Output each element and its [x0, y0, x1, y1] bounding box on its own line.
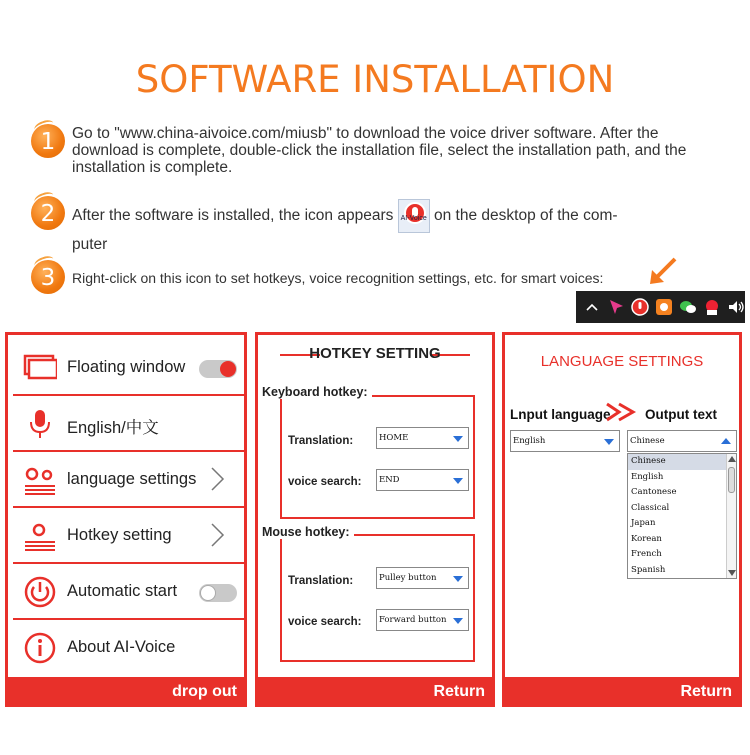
microphone-icon — [23, 408, 57, 440]
language-settings-panel — [502, 332, 742, 707]
output-text-label: Output text — [645, 407, 717, 422]
option-japan[interactable]: Japan — [631, 518, 656, 528]
output-language-dropdown[interactable] — [627, 453, 737, 579]
step-number-1: 1 — [31, 124, 65, 158]
menu-item-label: Automatic start — [67, 582, 178, 600]
keyboard-translation-select[interactable]: HOME — [376, 427, 469, 449]
step-1-text: Go to "www.china-aivoice.com/miusb" to download the voice driver software. After the download is complete, double-click the installation file, select the installation path, and the installation is complete. — [72, 125, 687, 176]
chevron-right-icon — [209, 522, 225, 548]
gears-icon — [23, 464, 57, 496]
return-button[interactable]: Return — [255, 677, 495, 707]
menu-item-language-settings[interactable] — [13, 452, 245, 508]
floating-window-toggle[interactable] — [199, 360, 237, 378]
automatic-start-toggle[interactable] — [199, 584, 237, 602]
option-classical[interactable]: Classical — [631, 502, 670, 513]
option-cantonese[interactable]: Cantonese — [631, 487, 677, 497]
step-3-text: Right-click on this icon to set hotkeys, voice recognition settings, etc. for smart voices: — [72, 270, 604, 286]
step-number-3: 3 — [31, 260, 65, 294]
wechat-icon[interactable] — [678, 297, 698, 317]
menu-item-label: Floating window — [67, 358, 186, 376]
arrow-right-icon — [605, 401, 637, 423]
menu-item-label: English/中文 — [67, 419, 159, 437]
language-title: LANGUAGE SETTINGS — [540, 353, 704, 370]
option-chinese[interactable]: Chinese — [628, 454, 736, 470]
volume-icon[interactable] — [726, 297, 746, 317]
voice-search-label: voice search: — [288, 616, 362, 628]
option-spanish[interactable]: Spanish — [631, 564, 666, 575]
input-language-select[interactable]: English — [510, 430, 620, 452]
menu-item-hotkey-setting[interactable] — [13, 508, 245, 564]
drop-out-button[interactable]: drop out — [5, 677, 247, 707]
step-number-2: 2 — [31, 196, 65, 230]
chevron-right-icon — [209, 466, 225, 492]
menu-item-about[interactable] — [13, 620, 245, 676]
ai-voice-icon[interactable] — [630, 297, 650, 317]
tray-menu-panel — [5, 332, 247, 707]
system-tray — [576, 291, 745, 323]
mouse-translation-select[interactable]: Pulley button — [376, 567, 469, 589]
option-korean[interactable]: Korean — [631, 533, 662, 544]
dropdown-scrollbar[interactable] — [726, 454, 736, 578]
power-icon — [23, 576, 57, 608]
scrollbar-thumb[interactable] — [728, 467, 735, 493]
window-icon — [23, 352, 57, 384]
menu-item-automatic-start[interactable] — [13, 564, 245, 620]
keyboard-hotkey-title: Keyboard hotkey: — [262, 385, 372, 399]
mascot-icon[interactable] — [702, 297, 722, 317]
hotkey-setting-panel — [255, 332, 495, 707]
cursor-icon[interactable] — [606, 297, 626, 317]
step-2-text-before: After the software is installed, the icon appears — [72, 207, 394, 225]
scroll-up-icon[interactable] — [728, 456, 736, 462]
option-french[interactable]: French — [631, 549, 662, 559]
page-title: SOFTWARE INSTALLATION — [135, 58, 615, 101]
translation-label: Translation: — [288, 435, 354, 447]
keyboard-voice-select[interactable]: END — [376, 469, 469, 491]
step-2-text-after: on the desktop of the com- — [434, 207, 618, 225]
menu-item-floating-window[interactable] — [13, 340, 245, 396]
menu-item-label: About AI-Voice — [67, 638, 176, 656]
info-icon — [23, 632, 57, 664]
translation-label: Translation: — [288, 575, 354, 587]
app-icon[interactable] — [654, 297, 674, 317]
keyboard-hotkey-group — [280, 395, 475, 519]
chevron-up-icon[interactable] — [582, 297, 602, 317]
input-language-label: Lnput language — [510, 407, 611, 422]
ai-voice-icon-label: AI-Voice — [400, 215, 427, 222]
ai-voice-desktop-icon — [398, 199, 430, 233]
pointer-arrow-icon — [648, 256, 678, 286]
hotkey-title: HOTKEY SETTING — [309, 345, 441, 362]
mouse-hotkey-group — [280, 534, 475, 662]
return-button[interactable]: Return — [502, 677, 742, 707]
output-text-select[interactable]: Chinese — [627, 430, 737, 452]
step-2-text-line2: puter — [72, 236, 108, 253]
gear-icon — [23, 520, 57, 552]
option-english[interactable]: English — [631, 471, 664, 482]
menu-item-label: Hotkey setting — [67, 526, 172, 544]
scroll-down-icon[interactable] — [728, 570, 736, 576]
step-2-text — [72, 199, 712, 257]
mouse-hotkey-title: Mouse hotkey: — [262, 525, 354, 539]
menu-item-label: language settings — [67, 470, 197, 488]
mouse-voice-select[interactable]: Forward button — [376, 609, 469, 631]
menu-item-language-switch[interactable] — [13, 396, 245, 452]
voice-search-label: voice search: — [288, 476, 362, 488]
